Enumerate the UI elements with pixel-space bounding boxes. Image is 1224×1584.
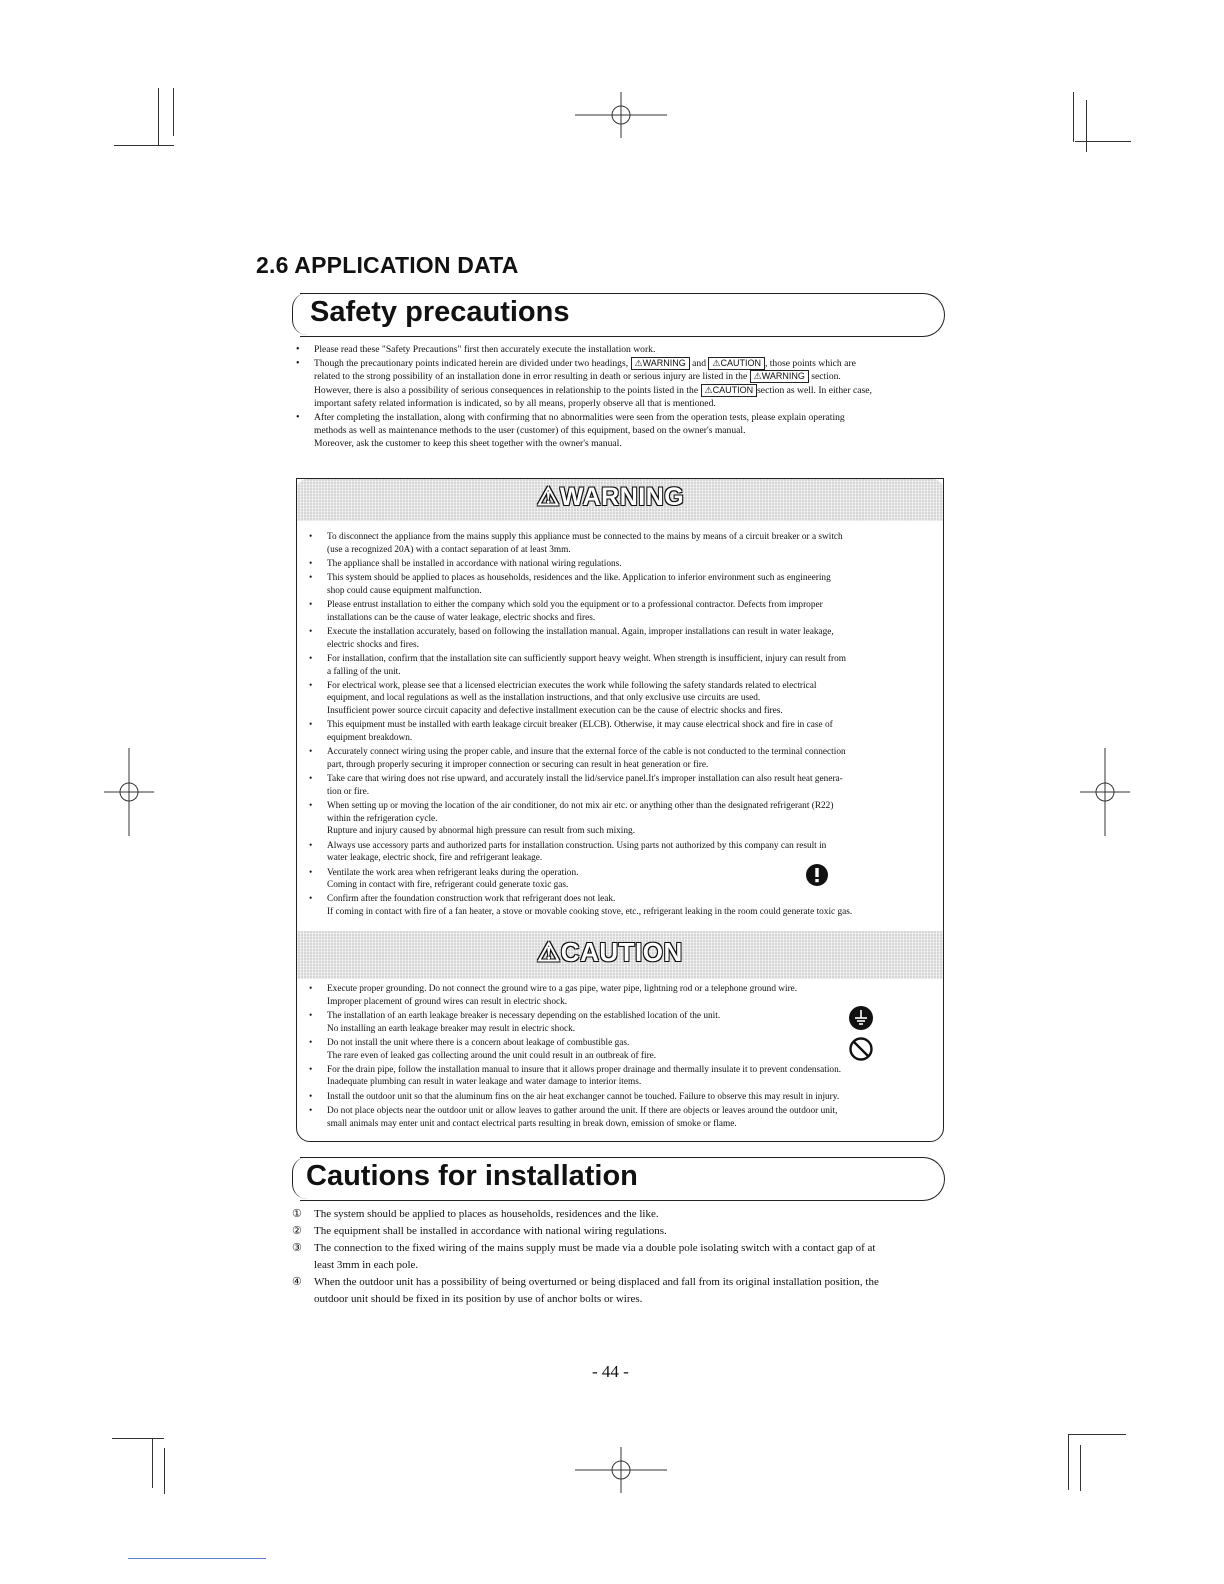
warning-line: • This system should be applied to places as households, residences and the like. Application to inferior environment such as engineering xyxy=(327,573,831,584)
list-item xyxy=(309,572,933,597)
warning-line: a falling of the unit. xyxy=(327,666,401,677)
list-item xyxy=(309,840,933,865)
list-item xyxy=(296,343,946,356)
install-line: The equipment shall be installed in accordance with national wiring regulations. xyxy=(314,1225,667,1237)
list-item xyxy=(309,558,933,571)
intro-tail: section as well. In either case, xyxy=(757,384,872,396)
warning-line: installations can be the cause of water leakage, electric shocks and fires. xyxy=(327,612,596,623)
warning-line: • Take care that wiring does not rise upward, and accurately install the lid/service panel.It's improper installation can also result heat genera- xyxy=(327,774,843,785)
warning-line: • This equipment must be installed with earth leakage circuit breaker (ELCB). Otherwise, it may cause electrical shock and fire in case of xyxy=(327,720,833,731)
list-item xyxy=(309,1037,933,1062)
registration-mark-icon xyxy=(1080,748,1130,836)
list-item xyxy=(309,867,933,892)
item-number: ① xyxy=(292,1208,302,1220)
warning-line: shop could cause equipment malfunction. xyxy=(327,585,482,596)
safety-title: Safety precautions xyxy=(310,296,570,328)
intro-line: related to the strong possibility of an installation done in error resulting in death or serious injury are listed in the xyxy=(314,371,750,383)
warning-line: Coming in contact with fire, refrigerant could generate toxic gas. xyxy=(327,880,569,891)
crop-mark-icon xyxy=(173,88,174,136)
warning-line: • Ventilate the work area when refrigerant leaks during the operation. xyxy=(327,867,579,878)
item-number: ② xyxy=(292,1225,302,1237)
caution-line: • Execute proper grounding. Do not connect the ground wire to a gas pipe, water pipe, lightning rod or a telephone ground wire. xyxy=(327,984,798,994)
crop-mark-icon xyxy=(158,88,159,146)
warning-line: equipment breakdown. xyxy=(327,733,413,744)
ground-icon xyxy=(848,1005,874,1031)
warning-tag: ⚠WARNING xyxy=(750,370,809,383)
intro-tail: section. xyxy=(808,371,841,383)
warning-line: • The appliance shall be installed in accordance with national wiring regulations. xyxy=(327,558,622,569)
warning-line: • Always use accessory parts and authorized parts for installation construction. Using parts not authorized by this company can result in xyxy=(327,840,827,851)
crop-mark-icon xyxy=(152,1438,153,1488)
caution-line: • The installation of an earth leakage breaker is necessary depending on the established location of the unit. xyxy=(327,1010,721,1021)
intro-line: After completing the installation, along with confirming that no abnormalities were seen from the operation tests, please explain operating xyxy=(314,412,845,424)
install-line: outdoor unit should be fixed in its position by use of anchor bolts or wires. xyxy=(314,1293,643,1305)
list-item xyxy=(309,599,933,624)
safety-intro-list xyxy=(296,343,946,452)
mandatory-icon xyxy=(805,863,829,887)
caution-line: • Do not install the unit where there is a concern about leakage of combustible gas. xyxy=(327,1037,630,1048)
list-item xyxy=(309,893,933,918)
list-item xyxy=(292,1240,952,1274)
install-list xyxy=(292,1206,952,1308)
list-item xyxy=(292,1206,952,1223)
warning-line: • Confirm after the foundation construction work that refrigerant does not leak. xyxy=(327,894,616,905)
registration-mark-icon xyxy=(575,92,667,138)
list-item xyxy=(309,746,933,771)
caution-line: No installing an earth leakage breaker may result in electric shock. xyxy=(327,1023,576,1034)
warning-line: • When setting up or moving the location of the air conditioner, do not mix air etc. or anything other than the designated refrigerant (R22) xyxy=(327,801,834,812)
crop-mark-icon xyxy=(1068,1434,1126,1435)
caution-line: Improper placement of ground wires can result in electric shock. xyxy=(327,996,568,1007)
warning-line: part, through properly securing it improper connection or securing can result in heat generation or fire. xyxy=(327,759,709,770)
list-item xyxy=(296,411,946,451)
intro-and: and xyxy=(689,358,709,370)
warning-line: • Please entrust installation to either the company which sold you the equipment or to a professional contractor. Defects from improper xyxy=(327,600,823,611)
warning-line: • For installation, confirm that the installation site can sufficiently support heavy weight. When strength is insufficient, injury can result from xyxy=(327,653,846,664)
caution-line: • For the drain pipe, follow the installation manual to insure that it allows proper drainage and thermally insulate it to prevent condensation. xyxy=(327,1064,842,1075)
caution-tag: ⚠CAUTION xyxy=(701,384,758,397)
caution-label: ⚠CAUTION xyxy=(537,937,683,967)
intro-line: Though the precautionary points indicated herein are divided under two headings, xyxy=(314,358,631,370)
list-item xyxy=(296,357,946,410)
intro-line: methods as well as maintenance methods to the user (customer) of this equipment, based on the owner's manual. xyxy=(314,425,746,437)
list-item xyxy=(292,1223,952,1240)
install-title: Cautions for installation xyxy=(306,1160,638,1192)
warning-line: • Execute the installation accurately, based on following the installation manual. Again, improper installations can result in water leakage, xyxy=(327,626,834,637)
warning-line: water leakage, electric shock, fire and refrigerant leakage. xyxy=(327,853,543,864)
install-line: When the outdoor unit has a possibility of being overturned or being displaced and fall from its original installation position, the xyxy=(314,1276,879,1288)
registration-mark-icon xyxy=(575,1447,667,1493)
warning-line: Insufficient power source circuit capacity and defective installment execution can be the cause of electric shocks and fires. xyxy=(327,706,783,717)
warning-list xyxy=(309,531,933,920)
crop-mark-icon xyxy=(1086,100,1087,152)
list-item xyxy=(309,983,933,1008)
list-item xyxy=(309,531,933,556)
warning-line: • Accurately connect wiring using the proper cable, and insure that the external force of the cable is not conducted to the terminal connection xyxy=(327,747,846,758)
intro-line: Moreover, ask the customer to keep this sheet together with the owner's manual. xyxy=(314,438,622,450)
list-item xyxy=(309,680,933,718)
warning-line: Rupture and injury caused by abnormal high pressure can result from such mixing. xyxy=(327,826,636,837)
list-item xyxy=(309,1105,933,1130)
crop-mark-icon xyxy=(114,145,174,146)
caution-line: • Do not place objects near the outdoor unit or allow leaves to gather around the unit. If there are objects or leaves around the outdoor unit, xyxy=(327,1105,838,1116)
item-number: ④ xyxy=(292,1276,302,1288)
list-item xyxy=(309,773,933,798)
caution-line: • Install the outdoor unit so that the aluminum fins on the air heat exchanger cannot be touched. Failure to observe this may result in injury. xyxy=(327,1091,840,1102)
crop-mark-icon xyxy=(1080,1445,1081,1491)
warning-caution-box xyxy=(296,478,944,1142)
item-number: ③ xyxy=(292,1242,302,1254)
crop-mark-icon xyxy=(112,1438,164,1439)
caution-line: small animals may enter unit and contact electrical parts resulting in break down, emission of smoke or flame. xyxy=(327,1118,737,1129)
caution-list xyxy=(309,983,933,1132)
warning-line: • To disconnect the appliance from the mains supply this appliance must be connected to the mains by means of a circuit breaker or a switch xyxy=(327,532,843,542)
warning-line: tion or fire. xyxy=(327,786,370,797)
warning-line: within the refrigeration cycle. xyxy=(327,813,438,824)
warning-line: If coming in contact with fire of a fan heater, a stove or movable cooking stove, etc., refrigerant leaking in the room could generate toxic gas. xyxy=(327,907,853,918)
warning-line: (use a recognized 20A) with a contact separation of at least 3mm. xyxy=(327,544,571,555)
list-item xyxy=(309,800,933,838)
crop-mark-icon xyxy=(164,1448,165,1494)
install-line: least 3mm in each pole. xyxy=(314,1259,419,1271)
install-line: The connection to the fixed wiring of the mains supply must be made via a double pole isolating switch with a contact gap of at xyxy=(314,1242,876,1254)
list-item xyxy=(309,719,933,744)
caution-tag: ⚠CAUTION xyxy=(708,357,765,370)
intro-line: However, there is also a possibility of serious consequences in relationship to the points listed in the xyxy=(314,384,701,396)
list-item xyxy=(309,1064,933,1089)
intro-tail: , those points which are xyxy=(764,358,856,370)
caution-line: The rare even of leaked gas collecting around the unit could result in an outbreak of fire. xyxy=(327,1050,657,1061)
warning-label: ⚠WARNING xyxy=(537,483,685,511)
intro-line: important safety related information is indicated, so by all means, properly observe all that is mentioned. xyxy=(314,397,716,409)
intro-line: Please read these "Safety Precautions" first then accurately execute the installation work. xyxy=(314,344,656,355)
page-number: - 44 - xyxy=(592,1362,629,1381)
crop-mark-icon xyxy=(128,1558,266,1559)
warning-line: electric shocks and fires. xyxy=(327,639,419,650)
warning-line: equipment, and local regulations as well as the installation instructions, and that only exclusive use circuits are used. xyxy=(327,693,761,704)
list-item xyxy=(309,1010,933,1035)
crop-mark-icon xyxy=(1075,141,1131,142)
install-line: The system should be applied to places as households, residences and the like. xyxy=(314,1208,659,1220)
list-item xyxy=(309,626,933,651)
list-item xyxy=(292,1274,952,1308)
warning-tag: ⚠WARNING xyxy=(631,357,690,370)
section-heading: 2.6 APPLICATION DATA xyxy=(256,252,519,278)
list-item xyxy=(309,653,933,678)
warning-line: • For electrical work, please see that a licensed electrician executes the work while following the safety standards related to electrical xyxy=(327,680,817,691)
list-item xyxy=(309,1091,933,1104)
crop-mark-icon xyxy=(1068,1434,1069,1490)
registration-mark-icon xyxy=(104,748,154,836)
caution-line: Inadequate plumbing can result in water leakage and water damage to interior items. xyxy=(327,1077,642,1088)
crop-mark-icon xyxy=(1073,92,1074,142)
prohibition-icon xyxy=(848,1036,874,1062)
